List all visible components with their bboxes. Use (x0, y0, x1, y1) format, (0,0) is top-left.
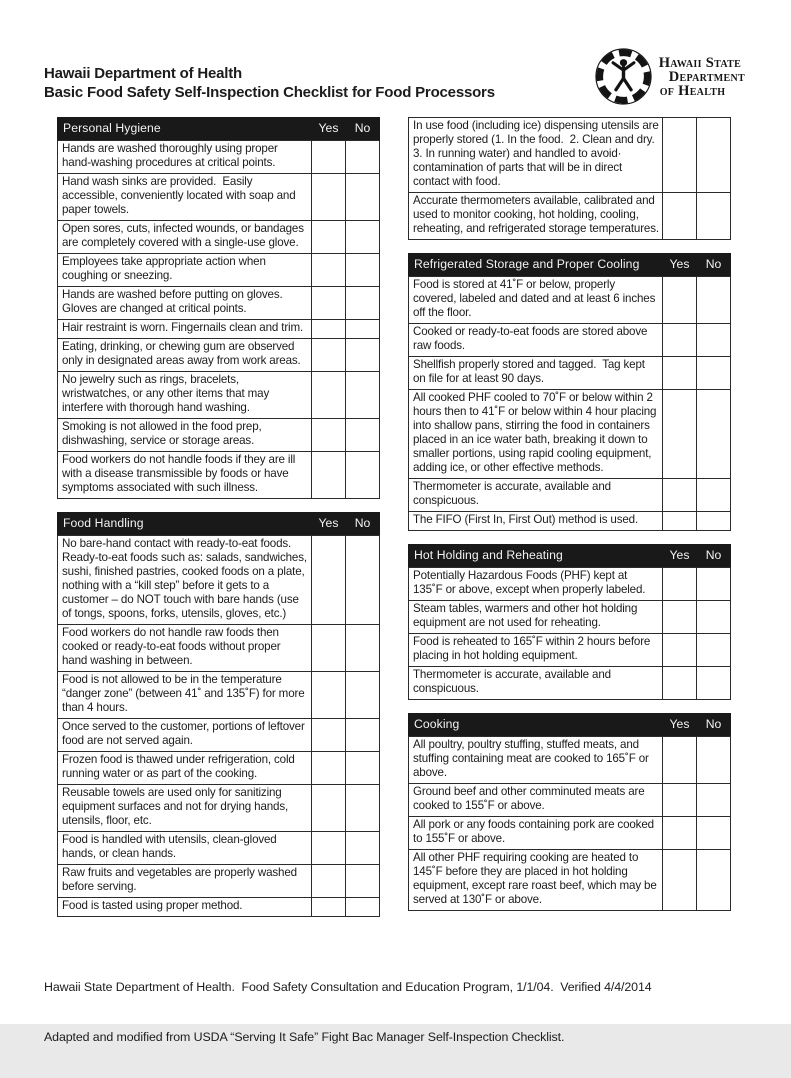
no-checkbox-cell[interactable] (346, 372, 380, 419)
checklist-row (409, 324, 731, 357)
footer-line2: Adapted and modified from USDA “Serving It Safe” Fight Bac Manager Self-Inspection Checklist. (44, 1029, 565, 1044)
checklist-item-text: All poultry, poultry stuffing, stuffed meats, and stuffing containing meat are cooked to 165˚F or above. (409, 737, 663, 784)
logo-wordmark (659, 56, 745, 98)
yes-checkbox-cell[interactable] (312, 752, 346, 785)
no-checkbox-cell[interactable] (697, 737, 731, 784)
no-checkbox-cell[interactable] (697, 390, 731, 479)
checklist-row (58, 865, 380, 898)
checklist-item-text: Potentially Hazardous Foods (PHF) kept at 135˚F or above, except when properly labeled. (409, 568, 663, 601)
logo-text-line3: of Health (659, 82, 726, 99)
checklist-item-text: All pork or any foods containing pork are cooked to 155˚F or above. (409, 817, 663, 850)
no-checkbox-cell[interactable] (346, 419, 380, 452)
checklist-row (409, 357, 731, 390)
no-checkbox-cell[interactable] (346, 752, 380, 785)
checklist-item-text: Food is tasted using proper method. (58, 898, 312, 917)
checklist-row (58, 320, 380, 339)
document-title-line1: Hawaii Department of Health (44, 65, 242, 82)
yes-checkbox-cell[interactable] (312, 221, 346, 254)
yes-checkbox-cell[interactable] (663, 118, 697, 193)
checklist-table (408, 713, 731, 911)
checklist-row (58, 672, 380, 719)
yes-checkbox-cell[interactable] (312, 625, 346, 672)
checklist-row (58, 174, 380, 221)
checklist-item-text: Hand wash sinks are provided. Easily accessible, conveniently located with soap and paper towels. (58, 174, 312, 221)
yes-checkbox-cell[interactable] (312, 254, 346, 287)
right-column (408, 117, 730, 911)
yes-checkbox-cell[interactable] (663, 737, 697, 784)
checklist-row (409, 850, 731, 911)
yes-checkbox-cell[interactable] (312, 287, 346, 320)
yes-checkbox-cell[interactable] (663, 784, 697, 817)
checklist-row (409, 737, 731, 784)
checklist-item-text: Hair restraint is worn. Fingernails clean and trim. (58, 320, 312, 339)
checklist-row (409, 118, 731, 193)
left-column (57, 117, 379, 917)
checklist-row (58, 832, 380, 865)
yes-checkbox-cell[interactable] (663, 277, 697, 324)
checklist-item-text: All cooked PHF cooled to 70˚F or below within 2 hours then to 41˚F or below within 4 hour placing into shallow pans, stirring the food in containers placed in an ice water bath, breaking it down to smaller portions, using rapid cooling equipment, adding ice, or other effective methods. (409, 390, 663, 479)
yes-checkbox-cell[interactable] (312, 419, 346, 452)
section-header-row (409, 714, 731, 737)
yes-checkbox-cell[interactable] (663, 512, 697, 531)
title-block (44, 64, 495, 102)
no-checkbox-cell[interactable] (697, 118, 731, 193)
yes-checkbox-cell[interactable] (663, 390, 697, 479)
yes-checkbox-cell[interactable] (663, 850, 697, 911)
section-header-row (409, 254, 731, 277)
section-title: Cooking (409, 714, 663, 737)
section-title: Refrigerated Storage and Proper Cooling (409, 254, 663, 277)
checklist-item-text: Food workers do not handle raw foods then cooked or ready-to-eat foods without proper hand washing in between. (58, 625, 312, 672)
no-checkbox-cell[interactable] (346, 141, 380, 174)
no-checkbox-cell[interactable] (697, 634, 731, 667)
yes-checkbox-cell[interactable] (312, 372, 346, 419)
checklist-item-text: Eating, drinking, or chewing gum are observed only in designated areas away from work areas. (58, 339, 312, 372)
checklist-row (409, 193, 731, 240)
no-checkbox-cell[interactable] (346, 287, 380, 320)
no-column-header: No (697, 545, 731, 568)
checklist-item-text: Once served to the customer, portions of leftover food are not served again. (58, 719, 312, 752)
checklist-row (58, 625, 380, 672)
checklist-item-text: Steam tables, warmers and other hot holding equipment are not used for reheating. (409, 601, 663, 634)
yes-column-header: Yes (312, 118, 346, 141)
checklist-item-text: Ground beef and other comminuted meats are cooked to 155˚F or above. (409, 784, 663, 817)
checklist-item-text: Employees take appropriate action when coughing or sneezing. (58, 254, 312, 287)
yes-checkbox-cell[interactable] (663, 357, 697, 390)
section-header-row (409, 545, 731, 568)
no-checkbox-cell[interactable] (697, 324, 731, 357)
yes-checkbox-cell[interactable] (663, 817, 697, 850)
section-title: Food Handling (58, 513, 312, 536)
yes-checkbox-cell[interactable] (312, 865, 346, 898)
checklist-row (58, 254, 380, 287)
checklist-table (57, 117, 380, 499)
checklist-item-text: Open sores, cuts, infected wounds, or bandages are completely covered with a single-use glove. (58, 221, 312, 254)
checklist-row (58, 339, 380, 372)
no-checkbox-cell[interactable] (697, 667, 731, 700)
yes-column-header: Yes (663, 545, 697, 568)
checklist-row (58, 221, 380, 254)
checklist-item-text: Thermometer is accurate, available and conspicuous. (409, 479, 663, 512)
checklist-row (409, 601, 731, 634)
section-header-row (58, 118, 380, 141)
no-checkbox-cell[interactable] (697, 568, 731, 601)
checklist-row (58, 141, 380, 174)
yes-checkbox-cell[interactable] (312, 536, 346, 625)
yes-checkbox-cell[interactable] (663, 667, 697, 700)
checklist-row (409, 512, 731, 531)
checklist-item-text: Food is not allowed to be in the temperature “danger zone” (between 41˚ and 135˚F) for more than 4 hours. (58, 672, 312, 719)
checklist-row (58, 452, 380, 499)
checklist-item-text: All other PHF requiring cooking are heated to 145˚F before they are placed in hot holding equipment, except rare roast beef, which may be served at 130˚F or above. (409, 850, 663, 911)
checklist-item-text: The FIFO (First In, First Out) method is used. (409, 512, 663, 531)
logo-text-line2: Department (668, 68, 745, 85)
checklist-item-text: No bare-hand contact with ready-to-eat foods. Ready-to-eat foods such as: salads, sandwiches, sushi, finished pastries, cooked foods on a plate, nothing with a “kill step” before it gets to a customer – do NOT touch with bare hands (use of tongs, spoons, forks, utensils, gloves, etc.) (58, 536, 312, 625)
checklist-row (409, 634, 731, 667)
checklist-item-text: Raw fruits and vegetables are properly washed before serving. (58, 865, 312, 898)
checklist-item-text: Food workers do not handle foods if they are ill with a disease transmissible by foods or have symptoms associated with such illness. (58, 452, 312, 499)
document-header (44, 56, 745, 105)
hawaii-doh-logo (595, 48, 745, 105)
checklist-item-text: Accurate thermometers available, calibrated and used to monitor cooking, hot holding, cooling, reheating, and refrigerated storage temperatures. (409, 193, 663, 240)
checklist-row (58, 898, 380, 917)
checklist-row (409, 784, 731, 817)
hawaii-doh-emblem-icon (595, 48, 652, 105)
no-checkbox-cell[interactable] (346, 625, 380, 672)
no-checkbox-cell[interactable] (697, 601, 731, 634)
checklist-item-text: Food is reheated to 165˚F within 2 hours before placing in hot holding equipment. (409, 634, 663, 667)
no-checkbox-cell[interactable] (346, 865, 380, 898)
checklist-item-text: Thermometer is accurate, available and conspicuous. (409, 667, 663, 700)
yes-checkbox-cell[interactable] (312, 672, 346, 719)
yes-checkbox-cell[interactable] (312, 719, 346, 752)
yes-column-header: Yes (663, 714, 697, 737)
no-checkbox-cell[interactable] (697, 817, 731, 850)
no-checkbox-cell[interactable] (346, 254, 380, 287)
checklist-item-text: Reusable towels are used only for sanitizing equipment surfaces and not for drying hands, utensils, floor, etc. (58, 785, 312, 832)
checklist-item-text: Food is stored at 41˚F or below, properly covered, labeled and dated and at least 6 inches off the floor. (409, 277, 663, 324)
no-checkbox-cell[interactable] (346, 320, 380, 339)
checklist-table (408, 117, 731, 240)
checklist-item-text: Food is handled with utensils, clean-gloved hands, or clean hands. (58, 832, 312, 865)
checklist-item-text: Cooked or ready-to-eat foods are stored above raw foods. (409, 324, 663, 357)
yes-checkbox-cell[interactable] (663, 479, 697, 512)
checklist-item-text: Smoking is not allowed in the food prep, dishwashing, service or storage areas. (58, 419, 312, 452)
checklist-row (58, 372, 380, 419)
checklist-item-text: No jewelry such as rings, bracelets, wristwatches, or any other items that may interfere with thorough hand washing. (58, 372, 312, 419)
no-checkbox-cell[interactable] (697, 850, 731, 911)
checklist-table (408, 544, 731, 700)
no-checkbox-cell[interactable] (346, 536, 380, 625)
no-column-header: No (697, 254, 731, 277)
checklist-columns (57, 117, 745, 917)
no-checkbox-cell[interactable] (697, 277, 731, 324)
no-checkbox-cell[interactable] (346, 221, 380, 254)
checklist-row (58, 785, 380, 832)
section-title: Hot Holding and Reheating (409, 545, 663, 568)
no-checkbox-cell[interactable] (697, 357, 731, 390)
logo-text-line1: Hawaii State (658, 54, 742, 71)
checklist-row (409, 390, 731, 479)
checklist-row (58, 419, 380, 452)
checklist-item-text: Hands are washed before putting on gloves. Gloves are changed at critical points. (58, 287, 312, 320)
checklist-item-text: Hands are washed thoroughly using proper hand-washing procedures at critical points. (58, 141, 312, 174)
checklist-table (408, 253, 731, 531)
no-checkbox-cell[interactable] (346, 452, 380, 499)
checklist-table (57, 512, 380, 917)
checklist-row (58, 719, 380, 752)
checklist-row (409, 568, 731, 601)
footer-line1: Hawaii State Department of Health. Food Safety Consultation and Education Program, 1/1/04. Verified 4/4/2014 (44, 980, 652, 994)
checklist-item-text: Shellfish properly stored and tagged. Tag kept on file for at least 90 days. (409, 357, 663, 390)
no-checkbox-cell[interactable] (697, 193, 731, 240)
section-title: Personal Hygiene (58, 118, 312, 141)
no-checkbox-cell[interactable] (346, 672, 380, 719)
yes-checkbox-cell[interactable] (663, 601, 697, 634)
no-checkbox-cell[interactable] (346, 174, 380, 221)
yes-checkbox-cell[interactable] (312, 141, 346, 174)
no-column-header: No (346, 513, 380, 536)
no-checkbox-cell[interactable] (697, 479, 731, 512)
checklist-item-text: Frozen food is thawed under refrigeration, cold running water or as part of the cooking. (58, 752, 312, 785)
no-checkbox-cell[interactable] (346, 785, 380, 832)
checklist-row (409, 277, 731, 324)
no-checkbox-cell[interactable] (346, 898, 380, 917)
checklist-row (58, 752, 380, 785)
yes-checkbox-cell[interactable] (663, 634, 697, 667)
no-checkbox-cell[interactable] (346, 832, 380, 865)
no-checkbox-cell[interactable] (697, 784, 731, 817)
yes-checkbox-cell[interactable] (312, 339, 346, 372)
yes-checkbox-cell[interactable] (663, 324, 697, 357)
yes-column-header: Yes (312, 513, 346, 536)
yes-checkbox-cell[interactable] (312, 320, 346, 339)
yes-checkbox-cell[interactable] (312, 174, 346, 221)
no-checkbox-cell[interactable] (346, 339, 380, 372)
checklist-row (58, 536, 380, 625)
checklist-item-text: In use food (including ice) dispensing utensils are properly stored (1. In the food. 2. Clean and dry. 3. In running water) and handled to avoid· contamination of parts that will be in direct contact with food. (409, 118, 663, 193)
no-checkbox-cell[interactable] (346, 719, 380, 752)
checklist-row (409, 817, 731, 850)
section-header-row (58, 513, 380, 536)
document-footer (44, 946, 751, 1078)
yes-checkbox-cell[interactable] (663, 193, 697, 240)
yes-checkbox-cell[interactable] (312, 898, 346, 917)
yes-checkbox-cell[interactable] (312, 832, 346, 865)
yes-checkbox-cell[interactable] (312, 452, 346, 499)
yes-checkbox-cell[interactable] (312, 785, 346, 832)
yes-checkbox-cell[interactable] (663, 568, 697, 601)
checklist-row (409, 479, 731, 512)
no-column-header: No (697, 714, 731, 737)
checklist-row (409, 667, 731, 700)
no-column-header: No (346, 118, 380, 141)
document-title-line2: Basic Food Safety Self-Inspection Checklist for Food Processors (44, 84, 495, 101)
checklist-row (58, 287, 380, 320)
yes-column-header: Yes (663, 254, 697, 277)
no-checkbox-cell[interactable] (697, 512, 731, 531)
